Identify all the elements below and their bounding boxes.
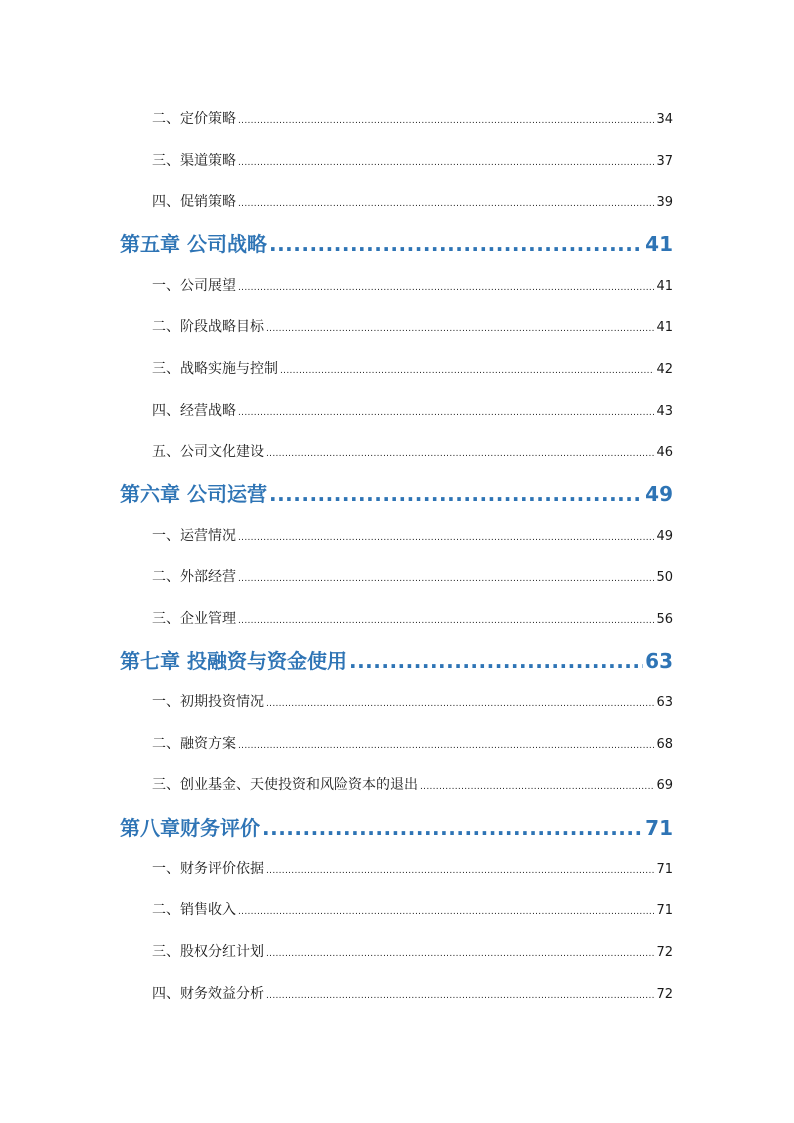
toc-page-number: 71 (656, 862, 673, 877)
dot-leader (269, 482, 643, 506)
dot-leader (238, 611, 654, 627)
toc-page-number: 49 (656, 529, 673, 544)
dot-leader (238, 403, 654, 419)
toc-page-number: 68 (656, 737, 673, 752)
toc-label: 二、销售收入 (152, 902, 236, 918)
toc-chapter-5[interactable] (120, 228, 673, 257)
toc-chapter-7[interactable] (120, 645, 673, 674)
toc-page-number: 50 (656, 570, 673, 585)
dot-leader (238, 902, 654, 918)
toc-entry-outlook[interactable] (152, 275, 673, 295)
toc-chapter-label: 第六章 公司运营 (120, 482, 267, 506)
toc-page-number: 41 (645, 232, 673, 256)
toc-entry-pricing[interactable] (152, 108, 673, 128)
toc-page-number: 71 (645, 816, 673, 840)
toc-page-number: 71 (656, 903, 673, 918)
toc-entry-culture[interactable] (152, 441, 673, 461)
toc-page-number: 72 (656, 945, 673, 960)
toc-chapter-label: 第五章 公司战略 (120, 232, 267, 256)
toc-label: 三、企业管理 (152, 611, 236, 627)
dot-leader (280, 361, 654, 377)
toc-label: 四、促销策略 (152, 194, 236, 210)
toc-label: 二、融资方案 (152, 736, 236, 752)
toc-label: 二、定价策略 (152, 111, 236, 127)
toc-label: 三、渠道策略 (152, 153, 236, 169)
toc-page-number: 63 (656, 695, 673, 710)
toc-page-number: 43 (656, 404, 673, 419)
dot-leader (349, 649, 643, 673)
dot-leader (238, 736, 654, 752)
dot-leader (238, 569, 654, 585)
dot-leader (266, 944, 654, 960)
toc-chapter-label: 第七章 投融资与资金使用 (120, 649, 347, 673)
dot-leader (238, 528, 654, 544)
toc-entry-business-strategy[interactable] (152, 400, 673, 420)
toc-label: 一、运营情况 (152, 528, 236, 544)
toc-label: 二、阶段战略目标 (152, 319, 264, 335)
toc-page-number: 34 (656, 112, 673, 127)
toc-entry-promotion[interactable] (152, 191, 673, 211)
toc-entry-dividend-plan[interactable] (152, 941, 673, 961)
dot-leader (266, 444, 654, 460)
toc-entry-implementation[interactable] (152, 358, 673, 378)
toc-entry-exit[interactable] (152, 774, 673, 794)
toc-entry-initial-investment[interactable] (152, 691, 673, 711)
toc-entry-stage-goals[interactable] (152, 316, 673, 336)
toc-entry-financing[interactable] (152, 733, 673, 753)
dot-leader (266, 319, 654, 335)
dot-leader (266, 861, 654, 877)
toc-label: 三、战略实施与控制 (152, 361, 278, 377)
toc-label: 五、公司文化建设 (152, 444, 264, 460)
dot-leader (238, 278, 654, 294)
toc-page-number: 39 (656, 195, 673, 210)
toc-label: 一、财务评价依据 (152, 861, 264, 877)
toc-label: 三、创业基金、天使投资和风险资本的退出 (152, 777, 418, 793)
toc-entry-sales-revenue[interactable] (152, 899, 673, 919)
toc-entry-operations[interactable] (152, 525, 673, 545)
dot-leader (238, 194, 654, 210)
toc-chapter-label: 第八章财务评价 (120, 816, 260, 840)
toc-page-number: 41 (656, 320, 673, 335)
toc-entry-benefit-analysis[interactable] (152, 983, 673, 1003)
toc-page-number: 72 (656, 987, 673, 1002)
toc-page-number: 49 (645, 482, 673, 506)
toc-label: 四、经营战略 (152, 403, 236, 419)
dot-leader (420, 777, 654, 793)
toc-label: 二、外部经营 (152, 569, 236, 585)
toc-label: 一、初期投资情况 (152, 694, 264, 710)
toc-page-number: 41 (656, 279, 673, 294)
toc-entry-management[interactable] (152, 608, 673, 628)
dot-leader (238, 153, 654, 169)
dot-leader (269, 232, 643, 256)
toc-page-number: 42 (656, 362, 673, 377)
dot-leader (238, 111, 654, 127)
toc-label: 三、股权分红计划 (152, 944, 264, 960)
toc-label: 一、公司展望 (152, 278, 236, 294)
dot-leader (262, 816, 643, 840)
toc-page-number: 69 (656, 778, 673, 793)
toc-entry-channel[interactable] (152, 150, 673, 170)
toc-entry-external[interactable] (152, 566, 673, 586)
toc-page-number: 56 (656, 612, 673, 627)
toc-entry-evaluation-basis[interactable] (152, 858, 673, 878)
toc-page-number: 63 (645, 649, 673, 673)
toc-page-number: 37 (656, 154, 673, 169)
toc-page-number: 46 (656, 445, 673, 460)
dot-leader (266, 986, 654, 1002)
toc-chapter-8[interactable] (120, 812, 673, 841)
toc-label: 四、财务效益分析 (152, 986, 264, 1002)
dot-leader (266, 694, 654, 710)
toc-chapter-6[interactable] (120, 478, 673, 507)
